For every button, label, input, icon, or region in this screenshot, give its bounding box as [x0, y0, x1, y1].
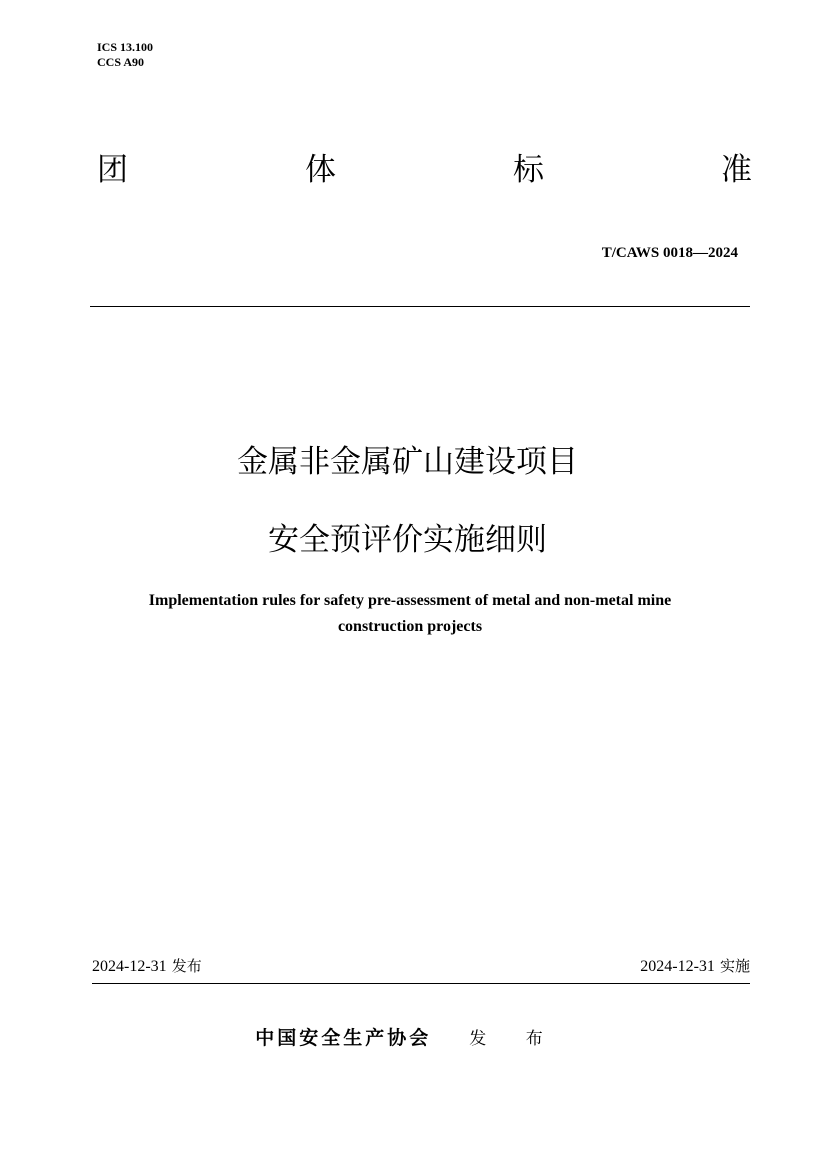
implement-date: 2024-12-31	[640, 958, 715, 975]
header-divider	[90, 306, 750, 307]
standard-type-char-2: 体	[305, 152, 336, 188]
publish-label: 发布	[171, 957, 202, 975]
standard-type-char-3: 标	[513, 152, 544, 188]
title-en-line-2: construction projects	[337, 618, 483, 635]
publisher-action: 发 布	[469, 1029, 560, 1049]
implement-date-block	[640, 955, 750, 978]
implement-label: 实施	[719, 957, 750, 975]
date-row	[92, 955, 750, 978]
title-en	[90, 588, 730, 640]
title-cn-line-2: 安全预评价实施细则	[268, 522, 547, 558]
publisher-name: 中国安全生产协会	[255, 1027, 432, 1049]
standard-type-heading	[97, 148, 752, 192]
ics-code: ICS 13.100	[97, 40, 154, 54]
standard-type-char-4: 准	[721, 152, 752, 188]
standard-number: T/CAWS 0018—2024	[601, 245, 738, 261]
classification-codes	[97, 40, 153, 70]
ccs-code: CCS A90	[97, 55, 145, 69]
title-en-line-1: Implementation rules for safety pre-assessment of metal and non-metal mine	[148, 592, 672, 609]
publisher-row	[0, 1024, 815, 1053]
publish-date-block	[92, 955, 202, 978]
standard-type-char-1: 团	[97, 152, 128, 188]
publish-date: 2024-12-31	[92, 958, 167, 975]
footer-divider	[92, 983, 750, 984]
title-cn-line-1: 金属非金属矿山建设项目	[237, 444, 578, 480]
